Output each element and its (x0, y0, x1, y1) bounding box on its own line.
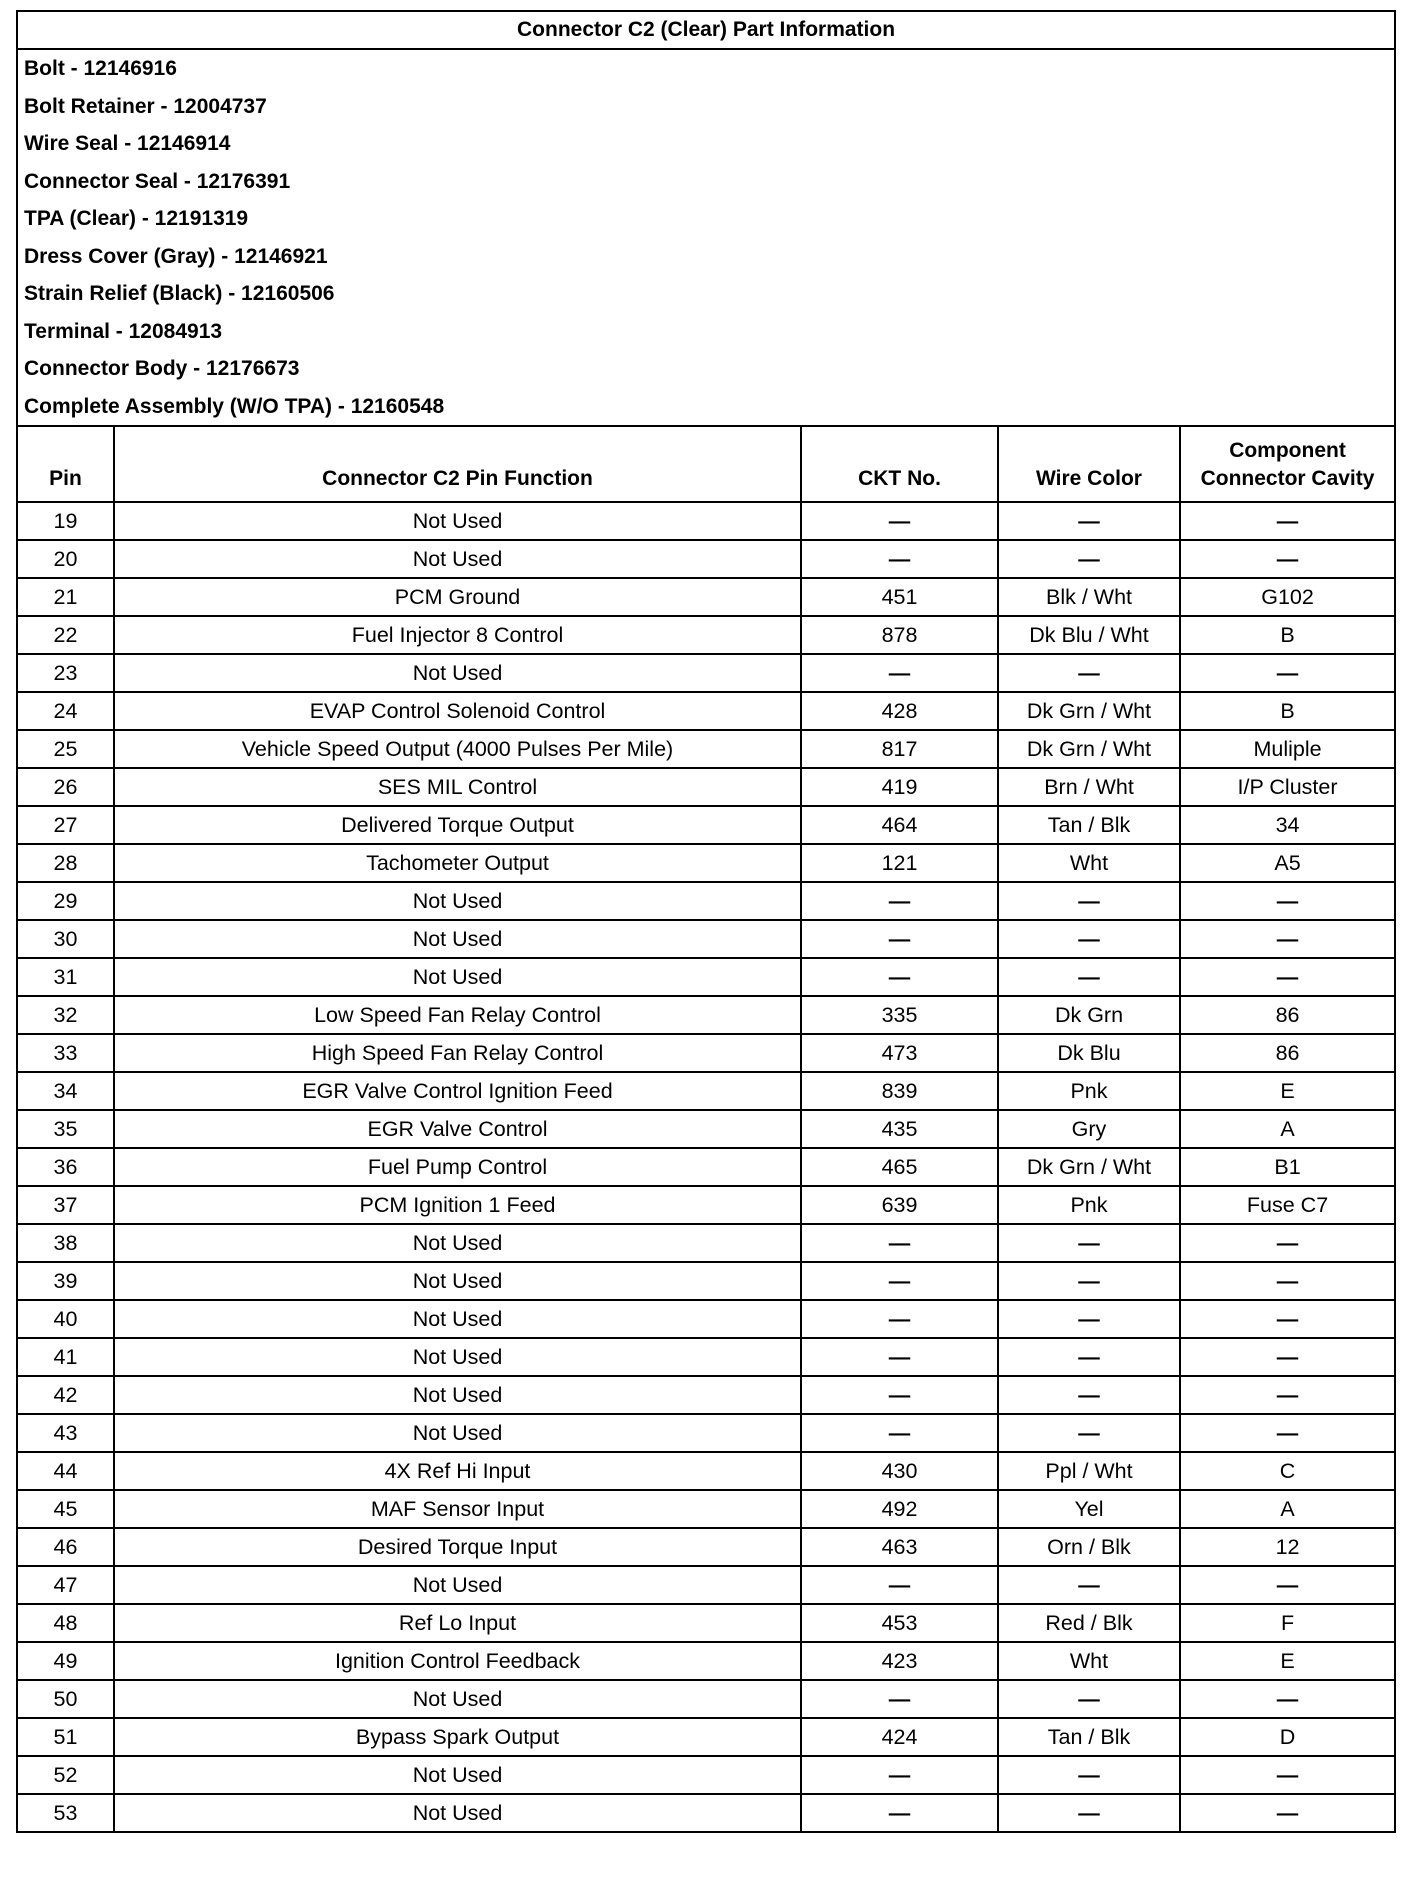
table-row (17, 920, 1395, 958)
wire-color-cell: — (998, 1680, 1180, 1718)
wire-color-cell: — (998, 1414, 1180, 1452)
wire-color-cell: — (998, 1376, 1180, 1414)
wire-color-cell: Dk Grn / Wht (998, 1148, 1180, 1186)
pin-cell: 35 (17, 1110, 114, 1148)
pin-cell: 53 (17, 1794, 114, 1832)
table-row (17, 1452, 1395, 1490)
ckt-cell: — (801, 882, 998, 920)
table-row (17, 882, 1395, 920)
ckt-cell: 428 (801, 692, 998, 730)
wire-color-cell: — (998, 882, 1180, 920)
ckt-cell: 465 (801, 1148, 998, 1186)
table-row (17, 1034, 1395, 1072)
part-item: Connector Body - 12176673 (24, 357, 300, 380)
wire-color-cell: Pnk (998, 1186, 1180, 1224)
pin-cell: 24 (17, 692, 114, 730)
cavity-cell: — (1180, 1376, 1395, 1414)
ckt-cell: — (801, 958, 998, 996)
cavity-cell: Muliple (1180, 730, 1395, 768)
cavity-cell: B1 (1180, 1148, 1395, 1186)
cavity-cell: C (1180, 1452, 1395, 1490)
function-cell: EVAP Control Solenoid Control (114, 692, 801, 730)
wire-color-cell: — (998, 1566, 1180, 1604)
table-row (17, 1490, 1395, 1528)
wire-color-cell: Dk Blu (998, 1034, 1180, 1072)
cavity-cell: A (1180, 1110, 1395, 1148)
table-row (17, 958, 1395, 996)
table-row (17, 540, 1395, 578)
pin-cell: 51 (17, 1718, 114, 1756)
part-item: Terminal - 12084913 (24, 319, 223, 343)
table-row (17, 1718, 1395, 1756)
table-row (17, 996, 1395, 1034)
cavity-cell: 34 (1180, 806, 1395, 844)
wire-color-cell: — (998, 1794, 1180, 1832)
table-row (17, 1414, 1395, 1452)
ckt-cell: 463 (801, 1528, 998, 1566)
ckt-cell: 839 (801, 1072, 998, 1110)
cavity-cell: 86 (1180, 1034, 1395, 1072)
function-cell: High Speed Fan Relay Control (114, 1034, 801, 1072)
function-cell: MAF Sensor Input (114, 1490, 801, 1528)
ckt-cell: — (801, 1566, 998, 1604)
pin-cell: 48 (17, 1604, 114, 1642)
wire-color-cell: Dk Grn / Wht (998, 730, 1180, 768)
function-cell: Ignition Control Feedback (114, 1642, 801, 1680)
table-row (17, 1528, 1395, 1566)
ckt-cell: 430 (801, 1452, 998, 1490)
table-row (17, 692, 1395, 730)
function-cell: SES MIL Control (114, 768, 801, 806)
ckt-cell: 492 (801, 1490, 998, 1528)
cavity-cell: A5 (1180, 844, 1395, 882)
table-row (17, 1186, 1395, 1224)
ckt-cell: 464 (801, 806, 998, 844)
ckt-cell: — (801, 654, 998, 692)
table-row (17, 730, 1395, 768)
function-cell: Not Used (114, 540, 801, 578)
function-cell: Not Used (114, 1224, 801, 1262)
pin-cell: 21 (17, 578, 114, 616)
ckt-cell: — (801, 1224, 998, 1262)
table-row (17, 1376, 1395, 1414)
pin-cell: 46 (17, 1528, 114, 1566)
table-row (17, 806, 1395, 844)
pin-cell: 28 (17, 844, 114, 882)
function-cell: Not Used (114, 882, 801, 920)
cavity-cell: D (1180, 1718, 1395, 1756)
cavity-cell: — (1180, 1224, 1395, 1262)
pin-cell: 52 (17, 1756, 114, 1794)
function-cell: Fuel Injector 8 Control (114, 616, 801, 654)
ckt-cell: 424 (801, 1718, 998, 1756)
function-cell: Fuel Pump Control (114, 1148, 801, 1186)
wire-color-cell: Orn / Blk (998, 1528, 1180, 1566)
ckt-cell: — (801, 1300, 998, 1338)
pin-cell: 19 (17, 502, 114, 540)
pin-cell: 45 (17, 1490, 114, 1528)
function-cell: Not Used (114, 1566, 801, 1604)
function-cell: Not Used (114, 1794, 801, 1832)
part-item: Connector Seal - 12176391 (24, 169, 291, 193)
function-cell: Not Used (114, 1376, 801, 1414)
cavity-cell: 12 (1180, 1528, 1395, 1566)
function-cell: Desired Torque Input (114, 1528, 801, 1566)
wire-color-cell: Dk Blu / Wht (998, 616, 1180, 654)
table-row (17, 1566, 1395, 1604)
part-item: Bolt - 12146916 (24, 57, 177, 80)
table-row (17, 502, 1395, 540)
table-row (17, 578, 1395, 616)
function-cell: Tachometer Output (114, 844, 801, 882)
ckt-cell: 878 (801, 616, 998, 654)
pin-cell: 37 (17, 1186, 114, 1224)
function-cell: Not Used (114, 1414, 801, 1452)
table-row (17, 1338, 1395, 1376)
ckt-header: CKT No. (801, 426, 998, 502)
pin-cell: 29 (17, 882, 114, 920)
cavity-cell: — (1180, 1794, 1395, 1832)
part-item: Complete Assembly (W/O TPA) - 12160548 (24, 394, 445, 418)
cavity-cell: — (1180, 1262, 1395, 1300)
pin-cell: 31 (17, 958, 114, 996)
cavity-cell: — (1180, 958, 1395, 996)
table-row (17, 1642, 1395, 1680)
table-row (17, 654, 1395, 692)
pin-cell: 50 (17, 1680, 114, 1718)
function-cell: Vehicle Speed Output (4000 Pulses Per Mile) (114, 730, 801, 768)
table-row (17, 1604, 1395, 1642)
pin-cell: 39 (17, 1262, 114, 1300)
function-cell: Not Used (114, 1756, 801, 1794)
pin-cell: 25 (17, 730, 114, 768)
cavity-cell: — (1180, 654, 1395, 692)
table-row (17, 1224, 1395, 1262)
function-cell: Bypass Spark Output (114, 1718, 801, 1756)
ckt-cell: 121 (801, 844, 998, 882)
wire-color-cell: Dk Grn (998, 996, 1180, 1034)
cavity-header (1180, 426, 1395, 502)
cavity-cell: Fuse C7 (1180, 1186, 1395, 1224)
cavity-cell: — (1180, 1414, 1395, 1452)
pin-header: Pin (17, 426, 114, 502)
cavity-cell: — (1180, 1338, 1395, 1376)
cavity-cell: G102 (1180, 578, 1395, 616)
ckt-cell: — (801, 502, 998, 540)
ckt-cell: — (801, 1756, 998, 1794)
wire-color-cell: Blk / Wht (998, 578, 1180, 616)
pin-cell: 22 (17, 616, 114, 654)
part-item: Bolt Retainer - 12004737 (24, 94, 267, 118)
part-item: Dress Cover (Gray) - 12146921 (24, 244, 328, 268)
function-cell: Not Used (114, 958, 801, 996)
table-row (17, 1794, 1395, 1832)
cavity-cell: F (1180, 1604, 1395, 1642)
pin-cell: 43 (17, 1414, 114, 1452)
wire-color-cell: Red / Blk (998, 1604, 1180, 1642)
function-cell: Not Used (114, 502, 801, 540)
pin-cell: 23 (17, 654, 114, 692)
cavity-cell: — (1180, 920, 1395, 958)
table-row (17, 616, 1395, 654)
cavity-cell: 86 (1180, 996, 1395, 1034)
wire-color-cell: — (998, 1756, 1180, 1794)
table-row (17, 1680, 1395, 1718)
wire-color-cell: — (998, 1262, 1180, 1300)
pin-cell: 20 (17, 540, 114, 578)
column-header-row (17, 426, 1395, 502)
ckt-cell: — (801, 1414, 998, 1452)
wire-color-cell: — (998, 654, 1180, 692)
function-cell: Not Used (114, 1262, 801, 1300)
function-cell: EGR Valve Control (114, 1110, 801, 1148)
ckt-cell: — (801, 1680, 998, 1718)
wire-color-cell: Tan / Blk (998, 1718, 1180, 1756)
wire-color-cell: Wht (998, 844, 1180, 882)
ckt-cell: 473 (801, 1034, 998, 1072)
cavity-cell: — (1180, 540, 1395, 578)
function-cell: Not Used (114, 1680, 801, 1718)
ckt-cell: 435 (801, 1110, 998, 1148)
cavity-cell: — (1180, 1680, 1395, 1718)
wire-color-cell: Dk Grn / Wht (998, 692, 1180, 730)
cavity-cell: I/P Cluster (1180, 768, 1395, 806)
cavity-header-line2: Connector Cavity (1200, 467, 1375, 490)
ckt-cell: — (801, 1794, 998, 1832)
pin-cell: 44 (17, 1452, 114, 1490)
wire-color-cell: — (998, 1338, 1180, 1376)
pin-cell: 47 (17, 1566, 114, 1604)
part-item: TPA (Clear) - 12191319 (24, 207, 249, 230)
wire-color-cell: — (998, 1224, 1180, 1262)
function-cell: 4X Ref Hi Input (114, 1452, 801, 1490)
pin-cell: 49 (17, 1642, 114, 1680)
function-header: Connector C2 Pin Function (114, 426, 801, 502)
ckt-cell: 817 (801, 730, 998, 768)
wire-color-cell: Pnk (998, 1072, 1180, 1110)
wire-color-cell: Yel (998, 1490, 1180, 1528)
pin-cell: 33 (17, 1034, 114, 1072)
pin-cell: 27 (17, 806, 114, 844)
pin-cell: 41 (17, 1338, 114, 1376)
function-cell: Not Used (114, 1338, 801, 1376)
pin-cell: 42 (17, 1376, 114, 1414)
ckt-cell: — (801, 1376, 998, 1414)
wire-color-header: Wire Color (998, 426, 1180, 502)
cavity-cell: E (1180, 1642, 1395, 1680)
wire-color-cell: Brn / Wht (998, 768, 1180, 806)
table-title: Connector C2 (Clear) Part Information (17, 11, 1395, 49)
connector-info-sheet (16, 10, 1394, 1833)
function-cell: Delivered Torque Output (114, 806, 801, 844)
wire-color-cell: — (998, 920, 1180, 958)
wire-color-cell: Wht (998, 1642, 1180, 1680)
wire-color-cell: Ppl / Wht (998, 1452, 1180, 1490)
ckt-cell: 335 (801, 996, 998, 1034)
table-row (17, 1262, 1395, 1300)
pin-cell: 36 (17, 1148, 114, 1186)
function-cell: EGR Valve Control Ignition Feed (114, 1072, 801, 1110)
ckt-cell: 453 (801, 1604, 998, 1642)
pin-cell: 38 (17, 1224, 114, 1262)
function-cell: Not Used (114, 1300, 801, 1338)
table-row (17, 1300, 1395, 1338)
wire-color-cell: — (998, 958, 1180, 996)
table-row (17, 1756, 1395, 1794)
cavity-cell: — (1180, 882, 1395, 920)
function-cell: PCM Ground (114, 578, 801, 616)
ckt-cell: 451 (801, 578, 998, 616)
table-row (17, 768, 1395, 806)
ckt-cell: — (801, 1338, 998, 1376)
cavity-cell: A (1180, 1490, 1395, 1528)
part-item: Wire Seal - 12146914 (24, 132, 231, 155)
pin-cell: 40 (17, 1300, 114, 1338)
ckt-cell: — (801, 920, 998, 958)
function-cell: Not Used (114, 920, 801, 958)
ckt-cell: — (801, 540, 998, 578)
function-cell: Low Speed Fan Relay Control (114, 996, 801, 1034)
wire-color-cell: — (998, 540, 1180, 578)
wire-color-cell: — (998, 502, 1180, 540)
table-row (17, 844, 1395, 882)
ckt-cell: 423 (801, 1642, 998, 1680)
wire-color-cell: — (998, 1300, 1180, 1338)
pin-cell: 32 (17, 996, 114, 1034)
cavity-cell: B (1180, 616, 1395, 654)
pin-cell: 30 (17, 920, 114, 958)
wire-color-cell: Gry (998, 1110, 1180, 1148)
ckt-cell: 419 (801, 768, 998, 806)
cavity-cell: — (1180, 1300, 1395, 1338)
function-cell: Not Used (114, 654, 801, 692)
cavity-cell: E (1180, 1072, 1395, 1110)
cavity-header-line1: Component (1229, 439, 1346, 462)
cavity-cell: — (1180, 1756, 1395, 1794)
ckt-cell: 639 (801, 1186, 998, 1224)
cavity-cell: B (1180, 692, 1395, 730)
table-row (17, 1072, 1395, 1110)
cavity-cell: — (1180, 502, 1395, 540)
function-cell: Ref Lo Input (114, 1604, 801, 1642)
ckt-cell: — (801, 1262, 998, 1300)
pin-cell: 34 (17, 1072, 114, 1110)
table-row (17, 1110, 1395, 1148)
part-info-list (17, 49, 1395, 426)
pin-cell: 26 (17, 768, 114, 806)
wire-color-cell: Tan / Blk (998, 806, 1180, 844)
function-cell: PCM Ignition 1 Feed (114, 1186, 801, 1224)
part-item: Strain Relief (Black) - 12160506 (24, 282, 335, 305)
connector-table (16, 10, 1396, 1833)
cavity-cell: — (1180, 1566, 1395, 1604)
table-row (17, 1148, 1395, 1186)
